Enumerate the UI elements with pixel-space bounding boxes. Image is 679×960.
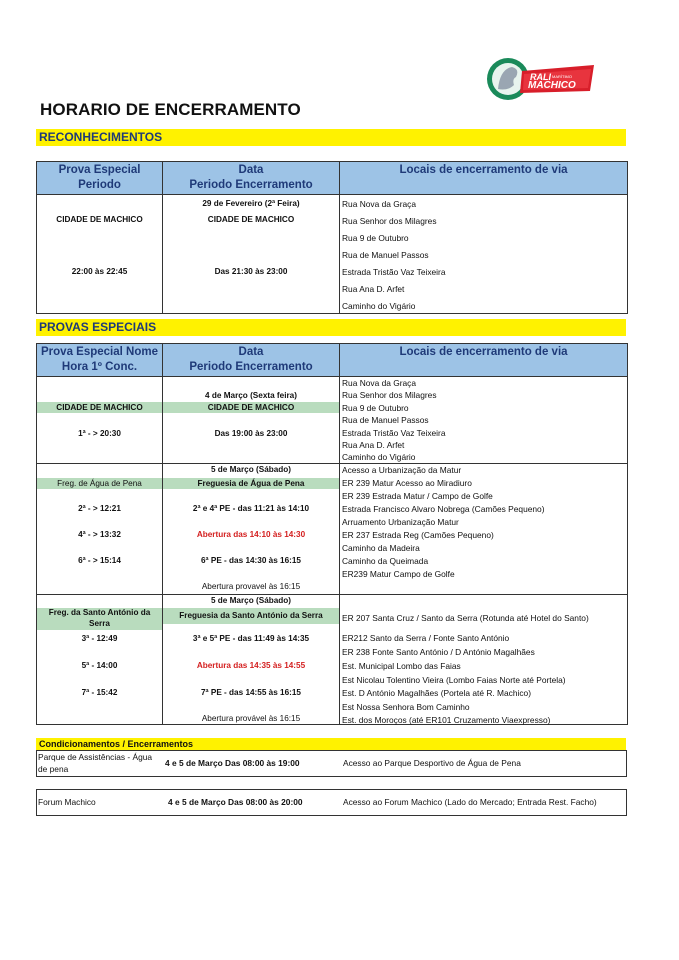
list-item: Est Nicolau Tolentino Vieira (Lombo Faias Norte até Portela) <box>342 675 566 685</box>
prova-cell: Freg. da Santo António da Serra 3ª - 12:49 5ª - 14:00 7ª - 15:42 <box>37 595 163 725</box>
list-item: Estrada Tristão Vaz Teixeira <box>342 267 446 277</box>
locais-cell <box>340 595 628 725</box>
forum-name: Forum Machico <box>38 797 96 807</box>
rally-logo <box>486 55 598 103</box>
section-condicionamentos-label: Condicionamentos / Encerramentos <box>36 738 626 750</box>
list-item: ER239 Matur Campo de Golfe <box>342 569 455 579</box>
list-item: ER 239 Matur Acesso ao Miradiuro <box>342 478 472 488</box>
list-item: Rua de Manuel Passos <box>342 415 429 425</box>
list-item: Estrada Francisco Alvaro Nobrega (Camões Pequeno) <box>342 504 545 514</box>
locais-cell <box>340 464 628 595</box>
data-cell: 4 de Março (Sexta feira) CIDADE DE MACHICO Das 19:00 às 23:00 <box>163 377 340 464</box>
list-item: Estrada Tristão Vaz Teixeira <box>342 428 446 438</box>
list-item: Caminho da Madeira <box>342 543 420 553</box>
header-prova: Prova Especial Nome Hora 1º Conc. <box>37 344 163 377</box>
prova-cell: CIDADE DE MACHICO 22:00 às 22:45 <box>37 195 163 314</box>
list-item: ER212 Santo da Serra / Fonte Santo António <box>342 633 510 643</box>
list-item: Rua Nova da Graça <box>342 199 417 209</box>
header-data: Data Periodo Encerramento <box>163 344 340 377</box>
list-item: Est. D António Magalhães (Portela até R. Machico) <box>342 688 531 698</box>
parque-name-line1: Parque de Assistências - Água <box>38 752 153 762</box>
logo-text-1: RALI <box>530 72 551 82</box>
list-item: Caminho do Vigário <box>342 301 416 311</box>
list-item: Rua Nova da Graça <box>342 378 417 388</box>
prova-cell: Freg. de Água de Pena 2ª - > 12:21 4ª - > 13:32 6ª - > 15:14 <box>37 464 163 595</box>
reconhecimentos-table <box>36 161 628 314</box>
list-item: Rua Senhor dos Milagres <box>342 216 437 226</box>
page-title: HORARIO DE ENCERRAMENTO <box>40 100 301 119</box>
list-item: ER 237 Estrada Reg (Camões Pequeno) <box>342 530 494 540</box>
list-item: Rua Senhor dos Milagres <box>342 390 437 400</box>
logo-text-3: MACHICO <box>528 80 576 91</box>
parque-name-line2: de pena <box>38 764 69 774</box>
parque-access: Acesso ao Parque Desportivo de Água de Pena <box>343 758 521 768</box>
forum-row <box>36 789 627 816</box>
list-item: ER 207 Santa Cruz / Santo da Serra (Rotunda até Hotel do Santo) <box>342 613 589 623</box>
header-prova: Prova Especial Periodo <box>37 162 163 195</box>
logo-text-2: MARÍTIMO <box>552 74 572 79</box>
list-item: Caminho do Vigário <box>342 452 416 462</box>
list-item: Rua 9 de Outubro <box>342 233 409 243</box>
forum-date: 4 e 5 de Março Das 08:00 às 20:00 <box>168 797 303 807</box>
locais-cell <box>340 377 628 464</box>
header-locais: Locais de encerramento de via <box>340 162 628 195</box>
list-item: Rua de Manuel Passos <box>342 250 429 260</box>
list-item: Est Nossa Senhora Bom Caminho <box>342 702 470 712</box>
data-cell: 29 de Fevereiro (2ª Feira) CIDADE DE MACHICO Das 21:30 às 23:00 <box>163 195 340 314</box>
list-item: Est. Municipal Lombo das Faias <box>342 661 461 671</box>
header-locais: Locais de encerramento de via <box>340 344 628 377</box>
parque-row <box>36 750 627 777</box>
list-item: Caminho da Queimada <box>342 556 429 566</box>
provas-table <box>36 343 628 725</box>
list-item: Rua Ana D. Arfet <box>342 440 405 450</box>
data-cell: 5 de Março (Sábado) Freguesia da Santo António da Serra 3ª e 5ª PE - das 11:49 às 14:35 Abertura das 14:35 às 14:55 7ª PE - das 14:55 às 16:15 Abertura provável às 16:15 <box>163 595 340 725</box>
section-reconhecimentos-label: RECONHECIMENTOS <box>36 129 626 146</box>
locais-cell <box>340 195 628 314</box>
parque-date: 4 e 5 de Março Das 08:00 às 19:00 <box>165 758 300 768</box>
forum-access: Acesso ao Forum Machico (Lado do Mercado; Entrada Rest. Facho) <box>343 797 597 807</box>
list-item: Rua 9 de Outubro <box>342 403 409 413</box>
header-data: Data Periodo Encerramento <box>163 162 340 195</box>
data-cell: 5 de Março (Sábado) Freguesia de Água de Pena 2ª e 4ª PE - das 11:21 às 14:10 Abertura das 14:10 às 14:30 6ª PE - das 14:30 às 16:15 Abertura provavel às 16:15 <box>163 464 340 595</box>
list-item: ER 239 Estrada Matur / Campo de Golfe <box>342 491 493 501</box>
list-item: Rua Ana D. Arfet <box>342 284 405 294</box>
list-item: ER 238 Fonte Santo António / D António Magalhães <box>342 647 535 657</box>
list-item: Arruamento Urbanização Matur <box>342 517 459 527</box>
prova-cell: CIDADE DE MACHICO 1ª - > 20:30 <box>37 377 163 464</box>
list-item: Acesso a Urbanização da Matur <box>342 465 462 475</box>
list-item: Est. dos Moroços (até ER101 Cruzamento Viaexpresso) <box>342 715 551 725</box>
section-provas-label: PROVAS ESPECIAIS <box>36 319 626 336</box>
